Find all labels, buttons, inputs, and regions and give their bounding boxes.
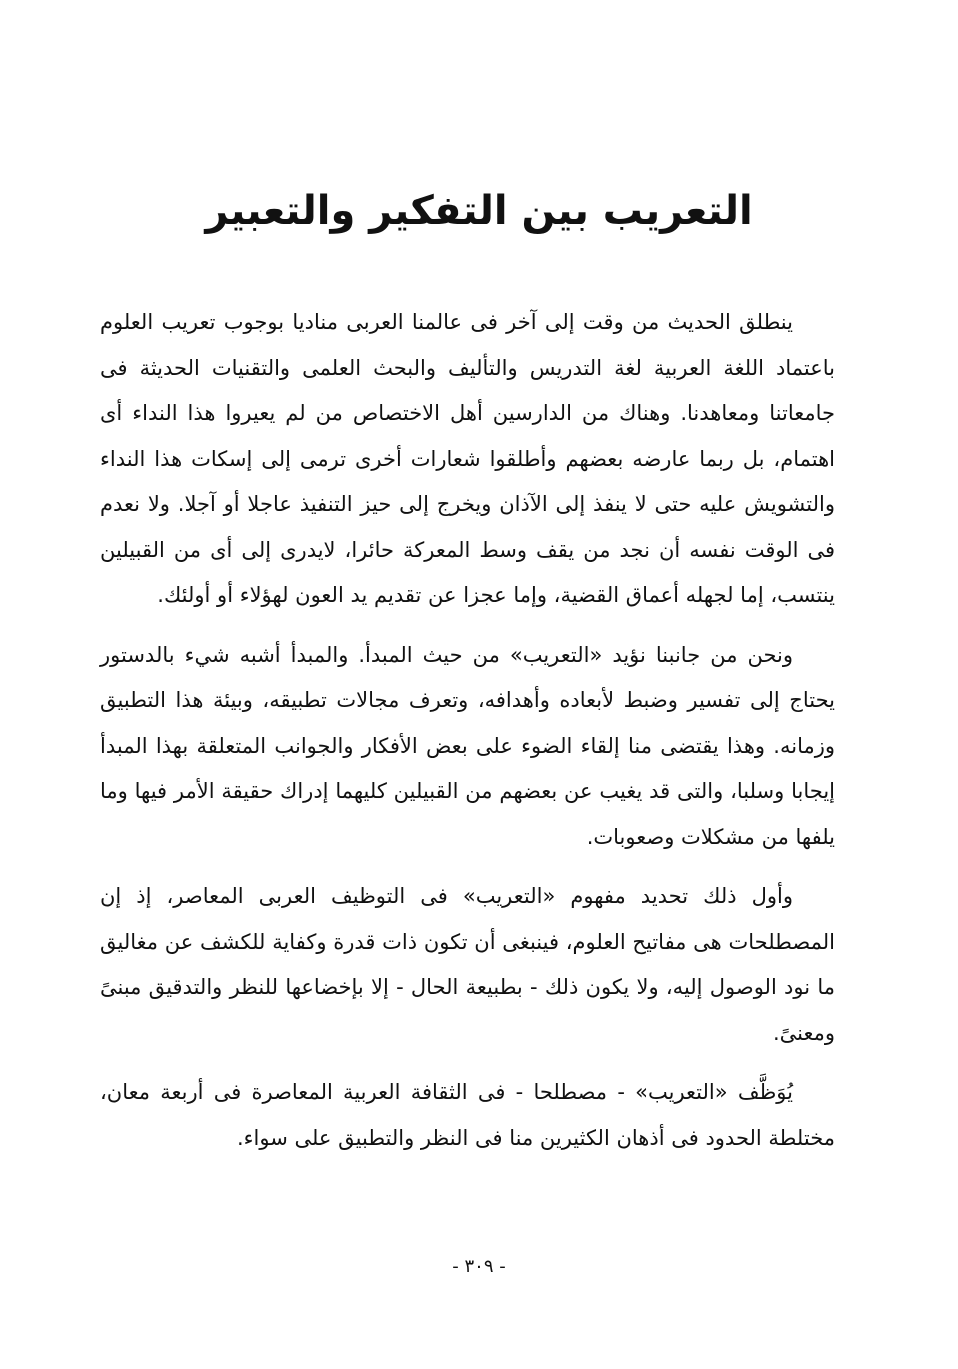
paragraph: يُوَظَّف «التعريب» - مصطلحا - فى الثقافة العربية المعاصرة فى أربعة معان، مختلطة الحدود فى أذهان الكثيرين منا فى النظر والتطبيق على سواء. bbox=[100, 1080, 835, 1150]
paragraph: ونحن من جانبنا نؤيد «التعريب» من حيث المبدأ. والمبدأ أشبه شيء بالدستور يحتاج إلى تفسير وضبط لأبعاده وأهدافه، وتعرف مجالات تطبيقه، وبيئة هذا التطبيق وزمانه. وهذا يقتضى منا إلقاء الضوء على بعض الأفكار والجوانب المتعلقة بهذا المبدأ إيجابا وسلبا، والتى قد يغيب عن بعضهم من القبيلين كليهما إدراك حقيقة الأمر فيها وما يلفها من مشكلات وصعوبات. bbox=[100, 642, 835, 849]
page-title: التعريب بين التفكير والتعبير bbox=[205, 188, 753, 234]
page-number: - ٣٠٩ - bbox=[452, 1256, 506, 1277]
body-text bbox=[100, 300, 835, 1175]
paragraph: ينطلق الحديث من وقت إلى آخر فى عالمنا العربى مناديا بوجوب تعريب العلوم باعتماد اللغة العربية لغة التدريس والتأليف والبحث العلمى والتقنيات الحديثة فى جامعاتنا ومعاهدنا. وهناك من الدارسين أهل الاختصاص من لم يعيروا هذا النداء أى اهتمام، بل ربما عارضه بعضهم وأطلقوا شعارات أخرى ترمى إلى إسكات هذا النداء والتشويش عليه حتى لا ينفذ إلى الآذان ويخرج إلى حيز التنفيذ عاجلا أو آجلا. ولا نعدم فى الوقت نفسه أن نجد من يقف وسط المعركة حائرا، لايدرى إلى أى من القبيلين ينتسب، إما لجهله أعماق القضية، وإما عجزا عن تقديم يد العون لهؤلاء أو أولئك. bbox=[100, 310, 835, 607]
paragraph: وأول ذلك تحديد مفهوم «التعريب» فى التوظيف العربى المعاصر، إذ إن المصطلحات هى مفاتيح العلوم، فينبغى أن تكون ذات قدرة وكفاية للكشف عن مغاليق ما نود الوصول إليه، ولا يكون ذلك - بطبيعة الحال - إلا بإخضاعها للنظر والتدقيق مبنىً ومعنىً. bbox=[100, 884, 835, 1045]
